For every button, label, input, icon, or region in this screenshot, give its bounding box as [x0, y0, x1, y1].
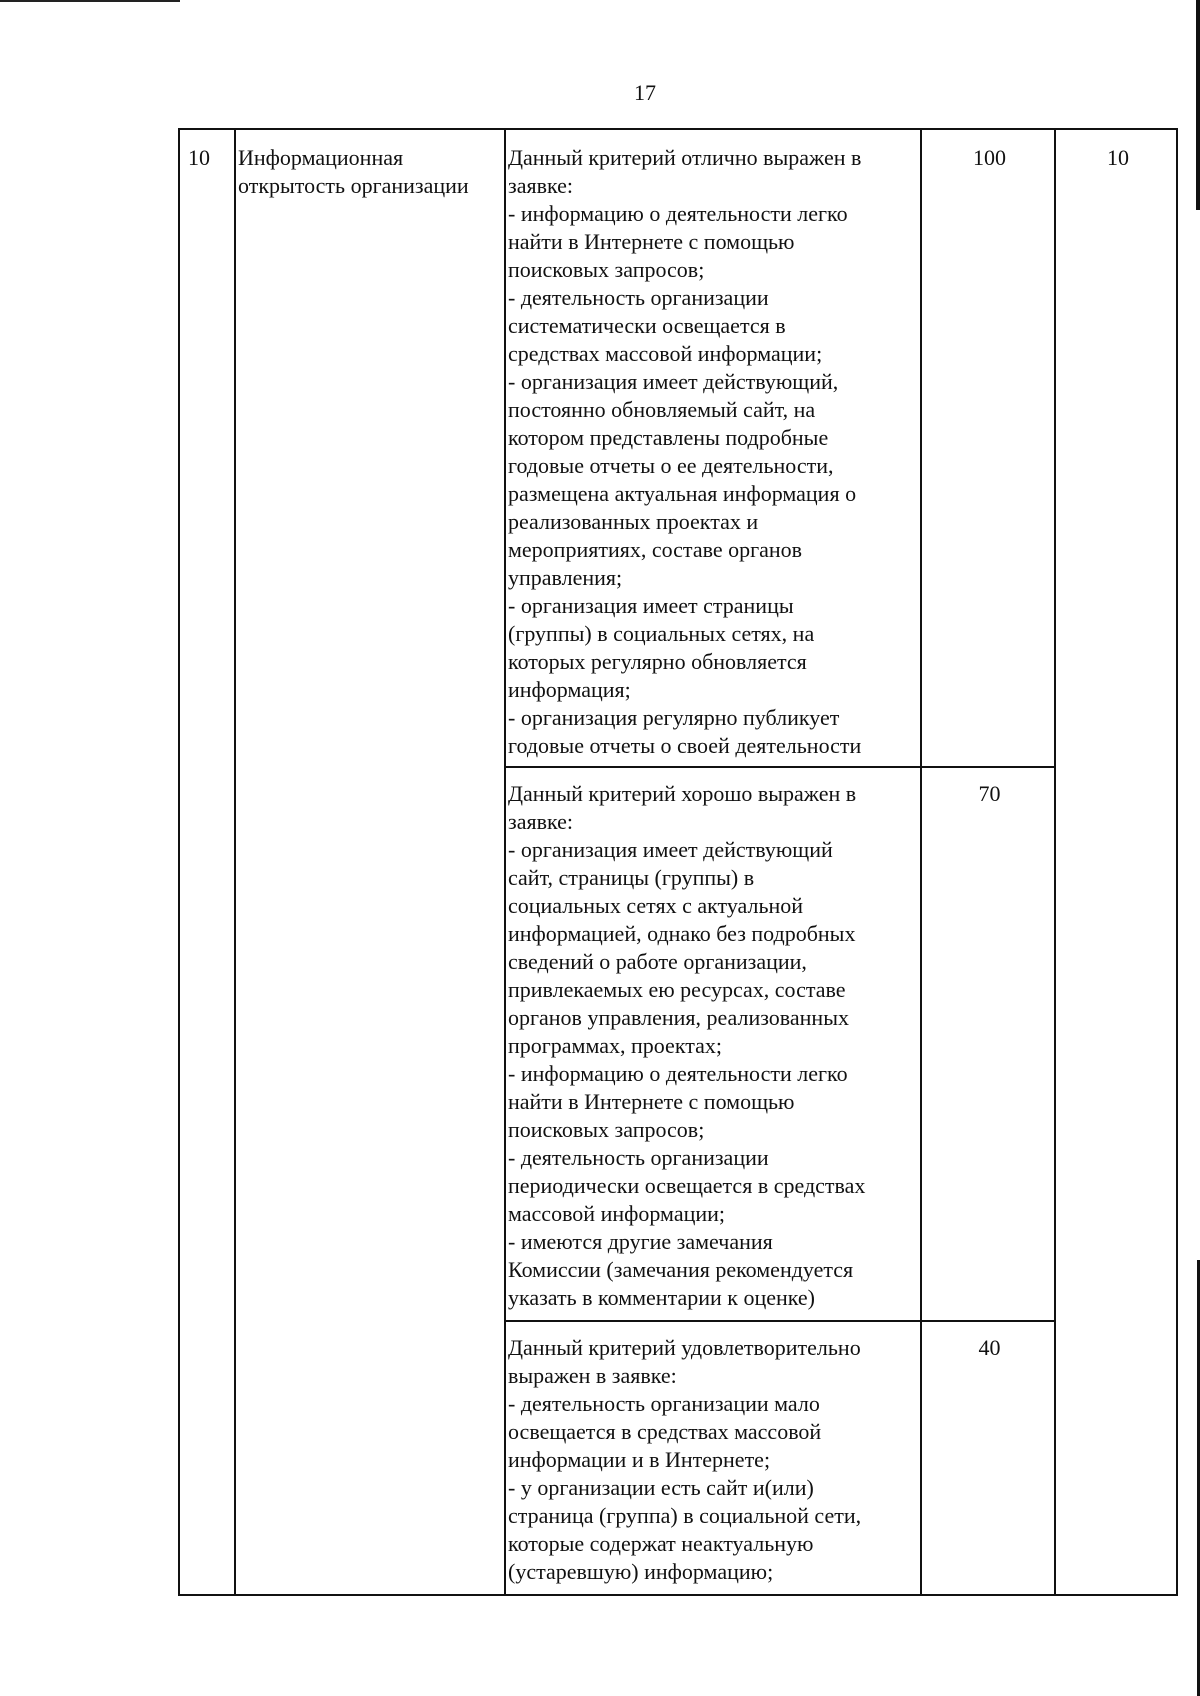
- column-divider: [920, 130, 922, 1594]
- column-divider: [1054, 130, 1056, 1594]
- criteria-table: [178, 128, 1178, 1596]
- row-divider: [504, 766, 1054, 768]
- row-number: 10: [188, 145, 210, 170]
- row-divider: [504, 1320, 1054, 1322]
- scan-edge-mark: [0, 0, 180, 2]
- level-description-satisfactory: Данный критерий удовлетворительно выражен в заявке: - деятельность организации мало освещается в средствах массовой информации и в Интернете; - у организации есть сайт и(или) страница (группа) в социальной сети, которые содержат неактуальную (устаревшую) информацию;: [508, 1335, 862, 1584]
- criterion-name: Информационная открытость организации: [238, 145, 469, 198]
- level-description-good: Данный критерий хорошо выражен в заявке: - организация имеет действующий сайт, страницы (группы) в социальных сетях с актуальной информацией, однако без подробных сведений о работе организации, привлекаемых ею ресурсах, составе органов управления, реализованных программах, проектах; - информацию о деятельности легко найти в Интернете с помощью поисковых запросов; - деятельность организации периодически освещается в средствах массовой информации; - имеются другие замечания Комиссии (замечания рекомендуется указать в комментарии к оценке): [508, 781, 866, 1310]
- level-score-excellent: 100: [973, 145, 1006, 170]
- level-score-satisfactory: 40: [978, 1335, 1001, 1360]
- column-divider: [234, 130, 236, 1594]
- level-score-good: 70: [978, 781, 1001, 806]
- criterion-weight: 10: [1107, 145, 1129, 170]
- level-description-excellent: Данный критерий отлично выражен в заявке: - информацию о деятельности легко найти в Интернете с помощью поисковых запросов; - деятельность организации систематически освещается в средствах массовой информации; - организация имеет действующий, постоянно обновляемый сайт, на котором представлены подробные годовые отчеты о ее деятельности, размещена актуальная информация о реализованных проектах и мероприятиях, составе органов управления; - организация имеет страницы (группы) в социальных сетях, на которых регулярно обновляется информация; - организация регулярно публикует годовые отчеты о своей деятельности: [508, 145, 862, 758]
- column-divider: [504, 130, 506, 1594]
- page-number: 17: [634, 80, 656, 105]
